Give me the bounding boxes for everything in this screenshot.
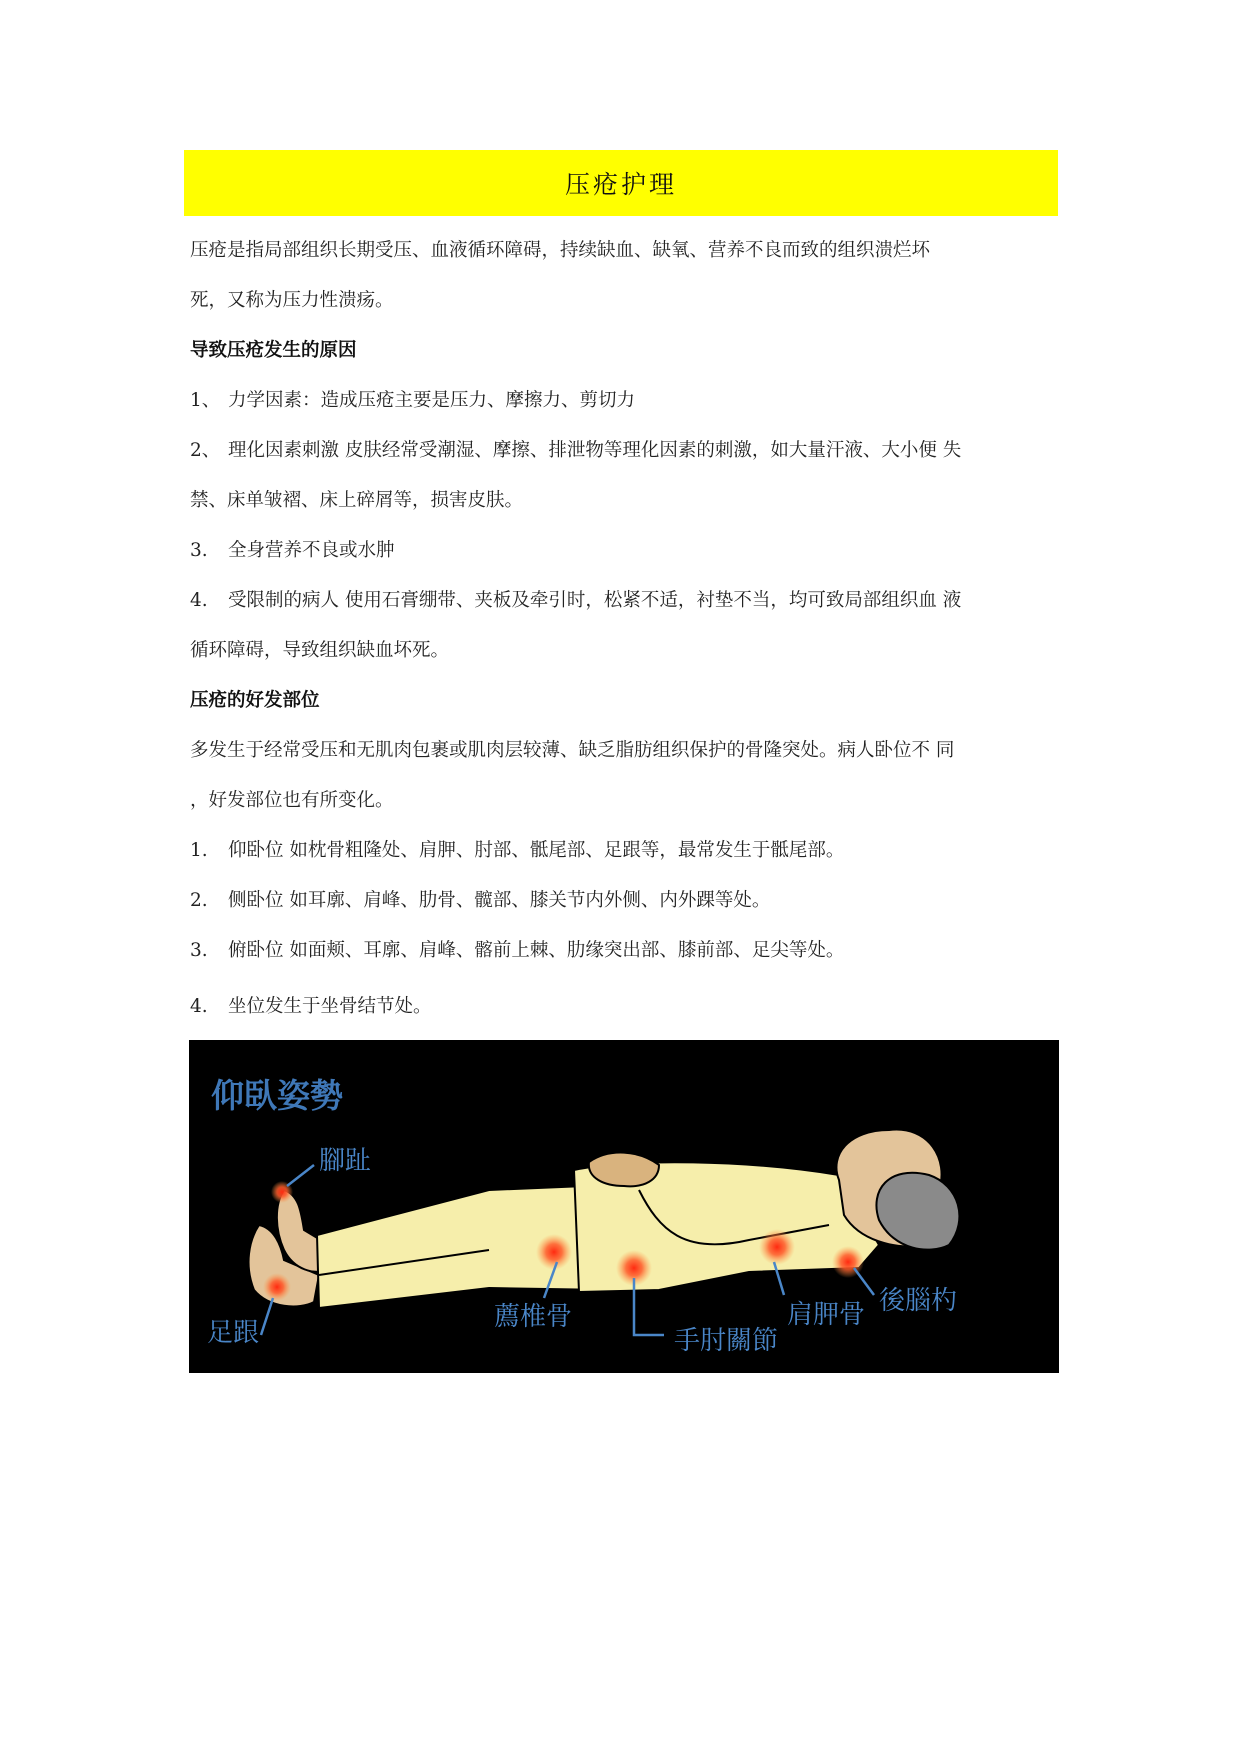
elbow-label: 手肘關節 (674, 1326, 779, 1356)
site-number: 4. (190, 996, 208, 1017)
cause-item-4-continued: 循环障碍，导致组织缺血坏死。 (190, 640, 450, 661)
site-text: 俯卧位 如面颊、耳廓、肩峰、髂前上棘、肋缘突出部、膝前部、足尖等处。 (228, 940, 845, 961)
cause-number: 4. (190, 590, 208, 611)
scapula-hotspot (759, 1229, 795, 1265)
cause-text: 全身营养不良或水肿 (228, 540, 395, 561)
scapula-label: 肩胛骨 (787, 1300, 866, 1330)
cause-item-4 (190, 576, 1056, 626)
sacrum-hotspot (536, 1234, 572, 1270)
site-number: 3. (190, 940, 208, 961)
site-number: 1. (190, 840, 208, 861)
heel-label: 足跟 (207, 1318, 260, 1348)
site-item-2 (190, 876, 1056, 926)
cause-item-1 (190, 376, 1056, 426)
heel-hotspot (263, 1273, 291, 1301)
site-number: 2. (190, 890, 208, 911)
site-item-3 (190, 926, 1056, 976)
site-item-4 (190, 982, 1056, 1032)
occiput-label: 後腦杓 (879, 1286, 958, 1316)
cause-item-2 (190, 426, 1056, 476)
sacrum-label: 薦椎骨 (494, 1302, 573, 1332)
site-text: 仰卧位 如枕骨粗隆处、肩胛、肘部、骶尾部、足跟等，最常发生于骶尾部。 (228, 840, 845, 861)
cause-number: 1、 (190, 390, 221, 411)
page-title: 压疮护理 (564, 170, 677, 199)
sites-intro-line-1: 多发生于经常受压和无肌肉包裹或肌肉层较薄、缺乏脂肪组织保护的骨隆突处。病人卧位不 同 (190, 740, 955, 761)
toe-label: 腳趾 (319, 1146, 372, 1176)
cause-item-2-continued: 禁、床单皱褶、床上碎屑等，损害皮肤。 (190, 490, 524, 511)
site-text: 侧卧位 如耳廓、肩峰、肋骨、髋部、膝关节内外侧、内外踝等处。 (228, 890, 771, 911)
figure-title: 仰臥姿勢 (211, 1076, 343, 1115)
site-text: 坐位发生于坐骨结节处。 (228, 996, 432, 1017)
cause-text: 力学因素：造成压疮主要是压力、摩擦力、剪切力 (228, 390, 636, 411)
cause-text: 受限制的病人 使用石膏绷带、夹板及牵引时，松紧不适，衬垫不当，均可致局部组织血 液 (228, 590, 962, 611)
intro-line-1: 压疮是指局部组织长期受压、血液循环障碍，持续缺血、缺氧、营养不良而致的组织溃烂坏 (190, 240, 931, 261)
hands-shape (589, 1153, 659, 1187)
cause-number: 2、 (190, 440, 221, 461)
causes-heading: 导致压疮发生的原因 (190, 340, 357, 361)
supine-position-illustration (189, 1040, 1059, 1373)
intro-line-2: 死，又称为压力性溃疡。 (190, 290, 394, 311)
sites-heading: 压疮的好发部位 (190, 690, 320, 711)
cause-item-3 (190, 526, 1056, 576)
document-body (190, 226, 1056, 1032)
cause-number: 3. (190, 540, 208, 561)
sites-intro-line-2: ，好发部位也有所变化。 (190, 790, 394, 811)
title-banner (184, 150, 1058, 216)
site-item-1 (190, 826, 1056, 876)
cause-text: 理化因素刺激 皮肤经常受潮湿、摩擦、排泄物等理化因素的刺激，如大量汗液、大小便 失 (228, 440, 962, 461)
